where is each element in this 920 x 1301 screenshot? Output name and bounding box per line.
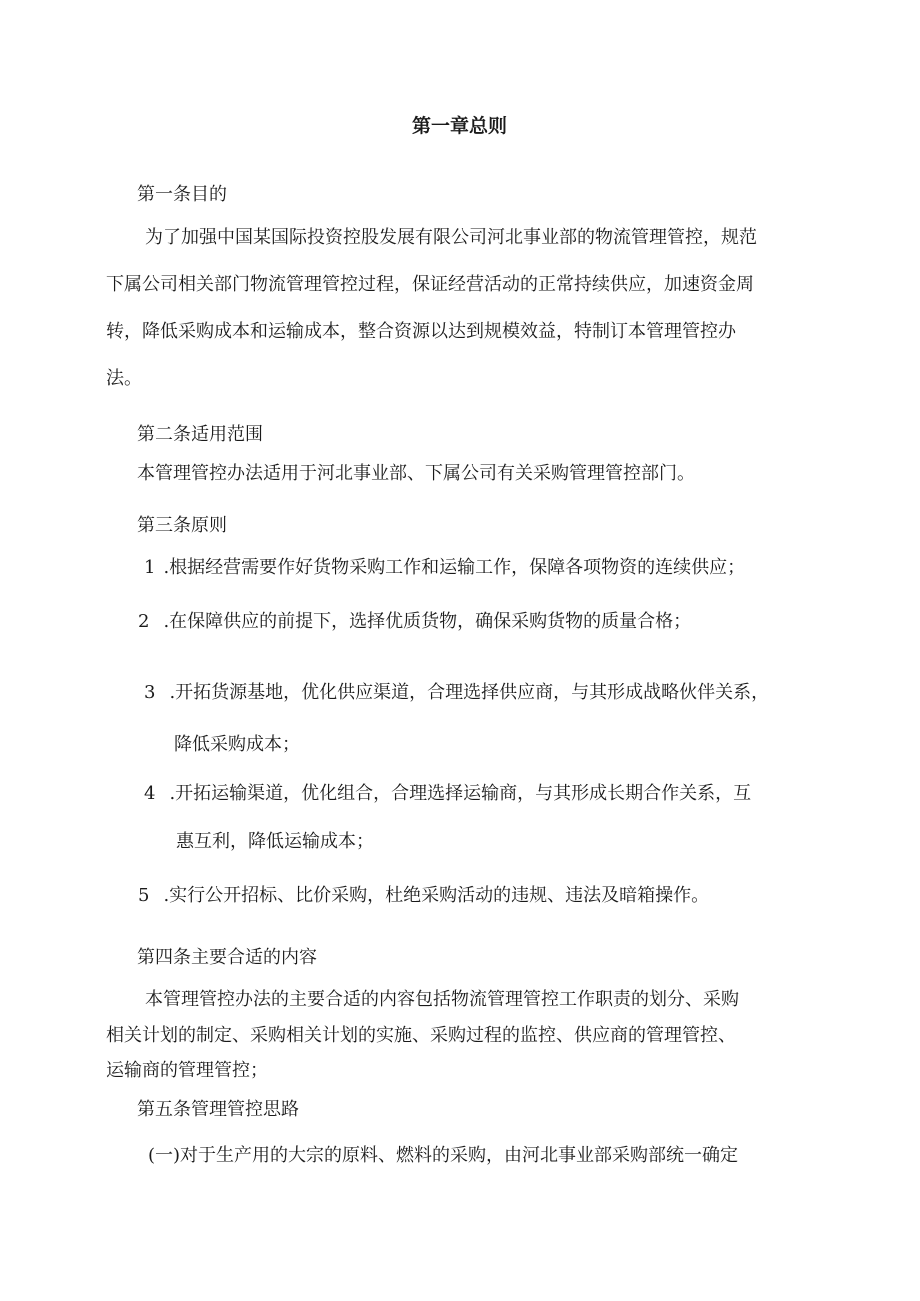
- principle-text: .开拓货源基地，优化供应渠道，合理选择供应商，与其形成战略伙伴关系，: [169, 682, 770, 703]
- principle-number: 5: [138, 885, 150, 906]
- principle-text: .实行公开招标、比价采购，杜绝采购活动的违规、违法及暗箱操作。: [163, 885, 710, 906]
- article-5-line-1: (一)对于生产用的大宗的原料、燃料的采购，由河北事业部采购部统一确定: [148, 1145, 739, 1166]
- principle-number: 4: [144, 783, 156, 804]
- article-5-heading: 第五条管理管控思路: [137, 1099, 299, 1120]
- principle-item-4-cont: 惠互利，降低运输成本；: [176, 831, 374, 852]
- article-4-line-2: 相关计划的制定、采购相关计划的实施、采购过程的监控、供应商的管理管控、: [106, 1025, 736, 1046]
- article-4-heading: 第四条主要合适的内容: [137, 947, 317, 968]
- principle-item-3-cont: 降低采购成本；: [174, 734, 300, 755]
- article-1-line-2: 下属公司相关部门物流管理管控过程，保证经营活动的正常持续供应，加速资金周: [106, 274, 754, 295]
- principle-item-2: [138, 610, 691, 634]
- principle-text: .开拓运输渠道，优化组合，合理选择运输商，与其形成长期合作关系，互: [169, 783, 752, 804]
- principle-item-1: [144, 556, 745, 580]
- article-4-line-3: 运输商的管理管控；: [106, 1060, 268, 1081]
- chapter-title: 第一章总则: [412, 115, 508, 137]
- article-3-heading: 第三条原则: [137, 515, 227, 536]
- principle-text: .在保障供应的前提下，选择优质货物，确保采购货物的质量合格；: [163, 611, 692, 632]
- principle-item-4: [144, 782, 751, 806]
- principle-text: .根据经营需要作好货物采购工作和运输工作，保障各项物资的连续供应；: [163, 557, 746, 578]
- principle-item-3: [144, 681, 769, 705]
- principle-number: 3: [144, 682, 156, 703]
- article-4-line-1: 本管理管控办法的主要合适的内容包括物流管理管控工作职责的划分、采购: [145, 989, 739, 1010]
- article-1-heading: 第一条目的: [137, 184, 227, 205]
- principle-item-5: [138, 884, 709, 908]
- article-2-heading: 第二条适用范围: [137, 424, 263, 445]
- article-1-line-4: 法。: [106, 368, 142, 389]
- principle-number: 1: [144, 557, 156, 578]
- article-2-line-1: 本管理管控办法适用于河北事业部、下属公司有关采购管理管控部门。: [137, 463, 695, 484]
- principle-number: 2: [138, 611, 150, 632]
- article-1-line-3: 转，降低采购成本和运输成本，整合资源以达到规模效益，特制订本管理管控办: [106, 321, 736, 342]
- article-1-line-1: 为了加强中国某国际投资控股发展有限公司河北事业部的物流管理管控，规范: [145, 227, 757, 248]
